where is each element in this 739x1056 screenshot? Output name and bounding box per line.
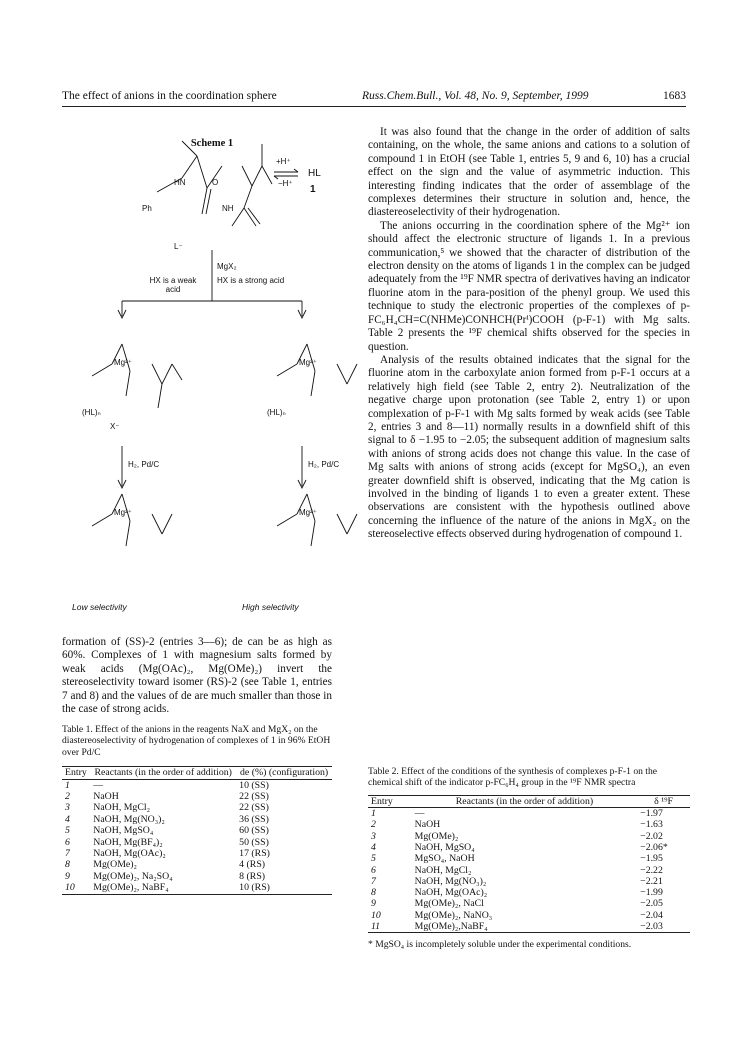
table-row: 11 [371, 921, 381, 933]
table-row: 6 [65, 836, 70, 848]
table-2-caption: Table 2. Effect of the conditions of the synthesis of complexes p-F-1 on the chemical shift of the indicator p-FC₆H₄ group in the ¹⁹F NMR spectra [368, 766, 658, 789]
right-paragraph-3: Analysis of the results obtained indicates that the signal for the fluorine atom in the carboxylate anion formed from p-F-1 occurs at a relatively high field (see Table 2, entry 2). Neutralization of the negative charge upon protonation (see Table 2, entry 1) or upon complexation of p-F-1 with Mg salts formed by weak acids (see Table 2, entries 3 and 8—11) normally results in a downfield shift of this signal to δ −1.95 to −2.05; the subsequent addition of magnesium salts with anions of strong acids does not change this value. In the case of Mg salts with anions of strong acids (except for MgSO₄), an even greater downfield shift is observed, indicating that the Mg cation is involved in the binding of ligands 1 to even a greater extent. These observations are consistent with the hypothesis outlined above concerning the influence of the nature of the anions in MgX₂ on the stereoselective effects observed during hydrogenation of compound 1. [368, 353, 690, 541]
table-cell: Mg(OMe)₂, NaNO₃ [414, 909, 493, 921]
table-cell: Mg(OMe)₂ [414, 830, 459, 842]
table-cell: Mg(OMe)₂, NaCl [414, 898, 484, 910]
table-row: 9 [371, 898, 376, 910]
low-selectivity-label: Low selectivity [72, 602, 127, 612]
table-row: 6 [371, 864, 376, 876]
table-cell: −2.06* [640, 842, 668, 853]
t2-header-entry: Entry [371, 795, 393, 807]
branch-left-label: HX is a weak acid [149, 276, 197, 294]
table-cell: 17 (RS) [239, 848, 270, 860]
table-cell: NaOH, Mg(NO₃)₂ [93, 813, 165, 825]
table-cell: NaOH, MgCl₂ [414, 864, 472, 876]
atom-o: O [212, 178, 219, 187]
table-cell: 4 (RS) [239, 859, 266, 871]
table-cell: NaOH [414, 819, 441, 831]
table-row: 7 [371, 875, 376, 887]
header-journal: Russ.Chem.Bull., Vol. 48, No. 9, September, 1999 [362, 90, 589, 102]
table-cell: NaOH [93, 791, 119, 803]
table-cell: −1.97 [640, 808, 663, 820]
right-column-text [368, 126, 690, 542]
x-left: X⁻ [110, 422, 120, 431]
compound-label: 1 [310, 184, 316, 195]
table-cell: NaOH, Mg(BF₄)₂ [93, 836, 163, 848]
mg-right: Mg²⁺ [299, 358, 317, 367]
table-row: 3 [371, 830, 376, 842]
table-row: 1 [65, 779, 70, 791]
table-cell: Mg(OMe)₂ [93, 859, 137, 871]
table-row: 1 [371, 808, 376, 820]
table-cell: −2.02 [640, 830, 663, 842]
table-cell: −2.03 [640, 921, 663, 933]
t2-header-shift: δ ¹⁹F [654, 795, 674, 807]
table-cell: −2.21 [640, 875, 663, 887]
hln-left: (HL)ₙ [82, 408, 101, 417]
mg-left: Mg²⁺ [114, 358, 132, 367]
table-cell: — [93, 779, 104, 791]
table-1-grid [62, 766, 332, 894]
table-row: 4 [371, 842, 376, 853]
table-row: 2 [371, 819, 376, 831]
table-cell: −2.05 [640, 898, 663, 910]
t1-header-de: de (%) (configuration) [240, 767, 329, 779]
table-cell: — [414, 808, 425, 820]
table-row: 4 [65, 813, 70, 825]
left-column-text [62, 636, 332, 716]
eq-bottom-label: −H⁺ [278, 179, 293, 188]
mg-right-2: Mg²⁺ [299, 508, 317, 517]
h2-left: H₂, Pd/C [128, 460, 160, 469]
eq-top-label: +H⁺ [276, 157, 291, 166]
t2-header-reactants: Reactants (in the order of addition) [455, 795, 594, 807]
table-row: 9 [65, 870, 70, 882]
hl-label: HL [308, 168, 321, 179]
table-row: 2 [65, 791, 70, 803]
h2-right: H₂, Pd/C [308, 460, 340, 469]
table-1 [62, 724, 332, 895]
table-2-grid [368, 795, 690, 934]
table-cell: Mg(OMe)₂, NaBF₄ [93, 882, 169, 894]
table-cell: 36 (SS) [239, 813, 269, 825]
table-2-footnote: * MgSO₄ is incompletely soluble under the experimental conditions. [368, 939, 632, 951]
table-cell: 10 (SS) [239, 779, 269, 791]
mg-left-2: Mg²⁺ [114, 508, 132, 517]
table-cell: −2.04 [640, 909, 663, 921]
t1-header-reactants: Reactants (in the order of addition) [94, 767, 232, 779]
header-title: The effect of anions in the coordination sphere [62, 90, 277, 102]
atom-hn: HN [174, 178, 186, 187]
table-cell: Mg(OMe)₂, Na₂SO₄ [93, 870, 173, 882]
table-cell: 22 (SS) [239, 791, 269, 803]
hln-right: (HL)ₙ [267, 408, 286, 417]
table-cell: NaOH, MgSO₄ [93, 825, 154, 837]
table-cell: −2.22 [640, 864, 663, 876]
header-page-number: 1683 [663, 90, 686, 102]
right-paragraph-1: It was also found that the change in the order of addition of salts containing, on the whole, the same anions and cations to a solution of compound 1 in EtOH (see Table 1, entries 5, 9 and 6, 10) has a crucial effect on the sign and the value of asymmetric induction. This interesting finding indicates that the order of assemblage of the complexes determines their structure in solution and, hence, the diastereoselectivity of their hydrogenation. [368, 126, 690, 219]
left-paragraph: formation of (SS)-2 (entries 3—6); de can be as high as 60%. Complexes of 1 with magnesium salts formed by weak acids (Mg(OAc)₂, Mg(OMe)₂) invert the stereoselectivity toward isomer (RS)-2 (see Table 1, entries 7 and 8) and the values of de are much smaller than those in the case of strong acids. [62, 636, 332, 716]
table-row: 5 [65, 825, 70, 837]
table-cell: −1.95 [640, 853, 663, 865]
scheme-drawing [62, 126, 362, 626]
table-cell: NaOH, MgCl₂ [93, 802, 151, 814]
table-cell: 10 (RS) [239, 882, 270, 894]
atom-ph: Ph [142, 204, 152, 213]
right-paragraph-2: The anions occurring in the coordination sphere of the Mg²⁺ ion should affect the electronic structure of ligands 1. In a previous communication,⁵ we showed that the character of distribution of the electron density on the atoms of ligands 1 in the complex can be judged adequately from the ¹⁹F NMR spectra of derivatives having an indicator fluorine atom in the para-position of the phenyl group. We used this technique to study the electronic properties of the complexes of p-FC₆H₄CH=C(NHMe)CONHCH(Prⁱ)COOH (p-F-1) with Mg salts. Table 2 presents the ¹⁹F chemical shifts observed for the species in question. [368, 219, 690, 353]
table-cell: 8 (RS) [239, 870, 266, 882]
table-cell: −1.99 [640, 887, 663, 899]
scheme-title: Scheme 1 [190, 138, 234, 149]
table-cell: NaOH, Mg(NO₃)₂ [414, 875, 487, 887]
table-cell: −1.63 [640, 819, 663, 831]
table-cell: 50 (SS) [239, 836, 269, 848]
table-row: 3 [65, 802, 70, 814]
branch-right-label: HX is a strong acid [217, 276, 285, 285]
l-minus-label: L⁻ [174, 242, 183, 251]
table-row: 5 [371, 853, 376, 865]
table-cell: Mg(OMe)₂,NaBF₄ [414, 921, 488, 933]
table-cell: 60 (SS) [239, 825, 269, 837]
t1-header-entry: Entry [65, 767, 87, 779]
scheme-1 [62, 126, 362, 626]
table-row: 7 [65, 848, 70, 860]
table-2 [368, 766, 690, 950]
table-row: 10 [371, 909, 381, 921]
atom-nh: NH [222, 204, 234, 213]
table-1-caption: Table 1. Effect of the anions in the reagents NaX and MgX₂ on the diastereoselectivity of hydrogenation of complexes of 1 in 96% EtOH over Pd/C [62, 724, 331, 758]
table-row: 8 [371, 887, 376, 899]
table-cell: 22 (SS) [239, 802, 269, 814]
table-cell: NaOH, Mg(OAc)₂ [93, 848, 166, 860]
table-row: 10 [65, 882, 75, 894]
high-selectivity-label: High selectivity [242, 602, 299, 612]
reagent-label: MgX₂ [217, 262, 237, 271]
table-row: 8 [65, 859, 70, 871]
table-cell: NaOH, MgSO₄ [414, 842, 475, 853]
table-cell: MgSO₄, NaOH [414, 853, 475, 865]
table-cell: NaOH, Mg(OAc)₂ [414, 887, 488, 899]
running-header [62, 90, 686, 107]
